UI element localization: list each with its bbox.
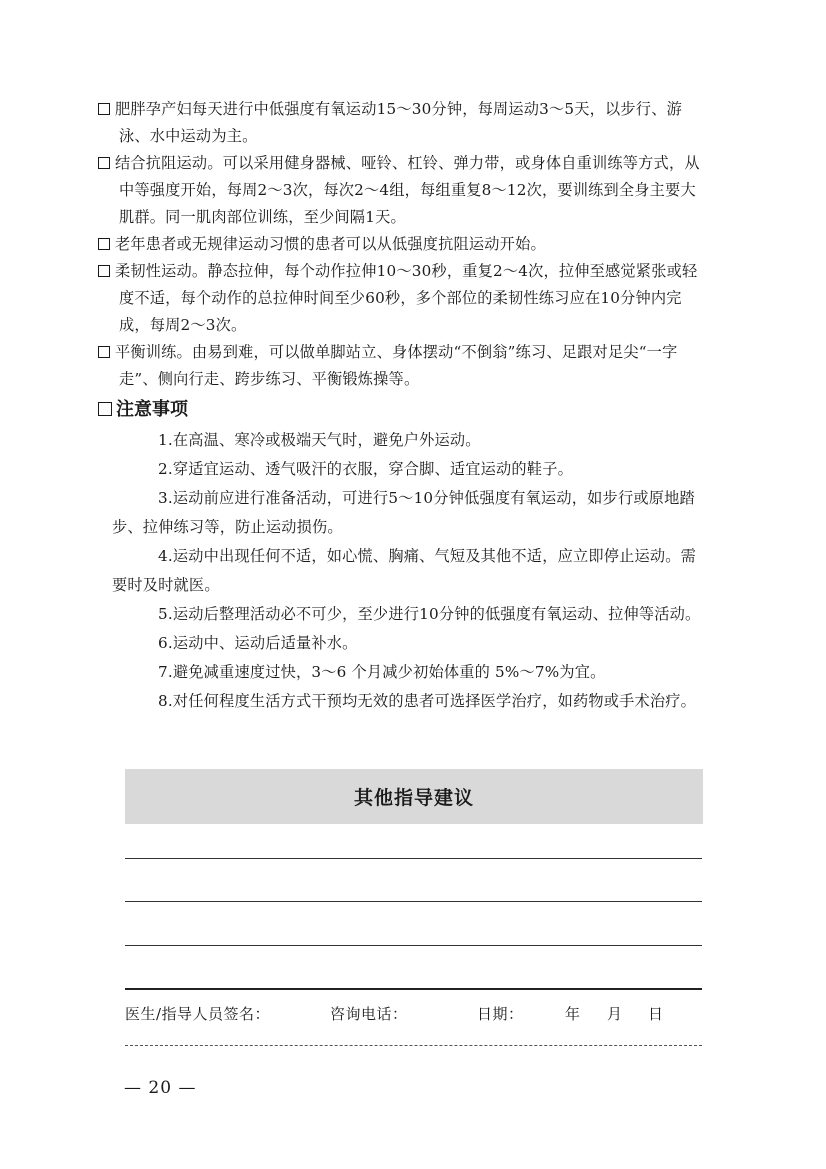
month-label: 月 [607, 1005, 623, 1023]
date-label: 日期： [477, 1005, 524, 1023]
note-item: 7.避免减重速度过快，3～6 个月减少初始体重的 5%～7%为宜。 [158, 663, 606, 681]
writing-line [125, 945, 702, 946]
bullet-text: 平衡训练。由易到难，可以做单脚站立、身体摆动“不倒翁”练习、足跟对足尖“一字走”、侧向行走、跨步练习、平衡锻炼操等。 [115, 343, 678, 388]
checkbox-square-icon [98, 346, 110, 358]
note-item: 3.运动前应进行准备活动，可进行5～10分钟低强度有氧运动，如步行或原地踏步、拉伸练习等，防止运动损伤。 [112, 489, 695, 536]
note-item: 1.在高温、寒冷或极端天气时，避免户外运动。 [158, 431, 481, 449]
bullet-item [98, 150, 702, 231]
exercise-bullet-list [98, 96, 702, 393]
section-title: 注意事项 [116, 399, 188, 420]
bullet-item [98, 258, 702, 339]
bullet-item [98, 231, 702, 258]
guidance-banner [125, 769, 703, 824]
day-label: 日 [648, 1005, 664, 1023]
writing-line [125, 858, 702, 859]
phone-label: 咨询电话： [330, 1005, 408, 1023]
note-item: 6.运动中、运动后适量补水。 [158, 634, 358, 652]
bullet-text: 老年患者或无规律运动习惯的患者可以从低强度抗阻运动开始。 [115, 235, 546, 253]
dotted-divider [125, 1045, 702, 1046]
checkbox-square-icon [98, 157, 110, 169]
checkbox-square-icon [98, 103, 110, 115]
bullet-item [98, 96, 702, 150]
bullet-item [98, 339, 702, 393]
divider-line [125, 988, 702, 990]
note-item: 5.运动后整理活动必不可少，至少进行10分钟的低强度有氧运动、拉伸等活动。 [158, 605, 701, 623]
signature-row [125, 1003, 705, 1025]
bullet-text: 柔韧性运动。静态拉伸，每个动作拉伸10～30秒，重复2～4次，拉伸至感觉紧张或轻度不适，每个动作的总拉伸时间至少60秒，多个部位的柔韧性练习应在10分钟内完成，每周2～3次。 [115, 262, 698, 334]
bullet-text: 肥胖孕产妇每天进行中低强度有氧运动15～30分钟，每周运动3～5天，以步行、游泳、水中运动为主。 [115, 100, 682, 145]
checkbox-square-icon [98, 238, 110, 250]
checkbox-square-icon [98, 265, 110, 277]
checkbox-square-icon [98, 402, 112, 416]
doctor-signature-label: 医生/指导人员签名： [125, 1005, 271, 1023]
note-item: 4.运动中出现任何不适，如心慌、胸痛、气短及其他不适，应立即停止运动。需要时及时就医。 [112, 547, 697, 594]
section-heading [98, 396, 188, 424]
guidance-title: 其他指导建议 [353, 787, 474, 809]
year-label: 年 [565, 1005, 581, 1023]
page-number: — 20 — [124, 1078, 197, 1098]
precautions-list [112, 426, 704, 716]
writing-line [125, 901, 702, 902]
note-item: 2.穿适宜运动、透气吸汗的衣服，穿合脚、适宜运动的鞋子。 [158, 460, 573, 478]
note-item: 8.对任何程度生活方式干预均无效的患者可选择医学治疗，如药物或手术治疗。 [158, 692, 697, 710]
bullet-text: 结合抗阻运动。可以采用健身器械、哑铃、杠铃、弹力带，或身体自重训练等方式，从中等强度开始，每周2～3次，每次2～4组，每组重复8～12次，要训练到全身主要大肌群。同一肌肉部位训练，至少间隔1天。 [115, 154, 700, 226]
